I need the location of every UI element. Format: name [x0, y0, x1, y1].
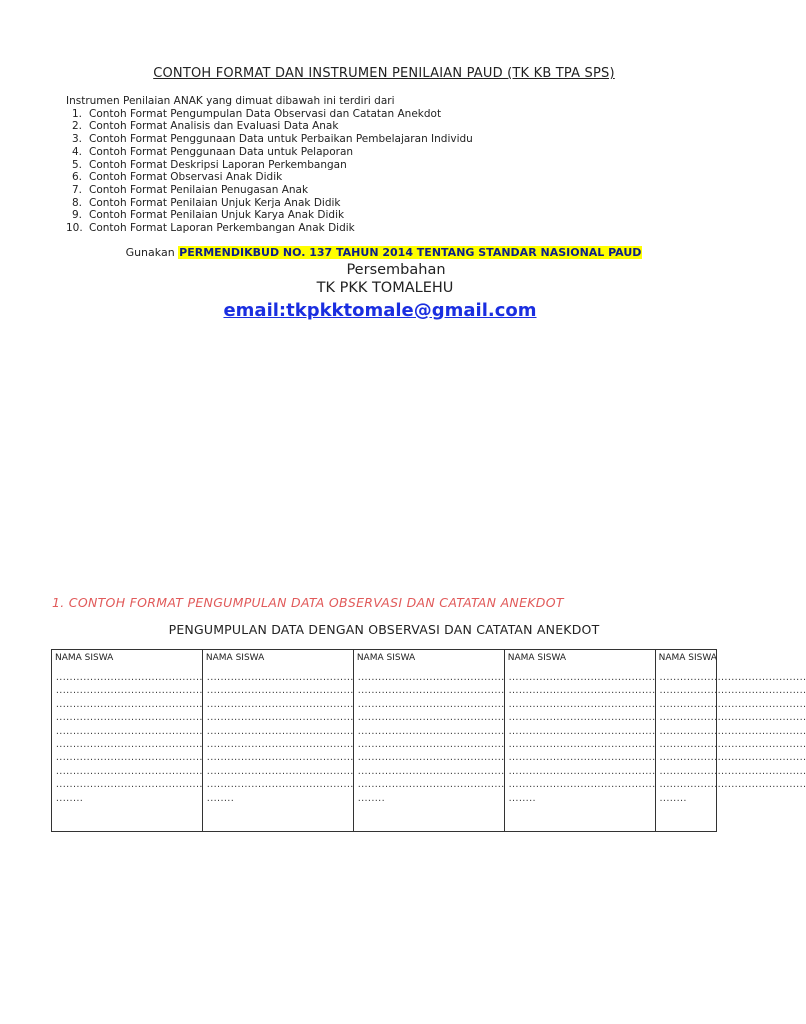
- entry-line[interactable]: ...........................................: [658, 713, 806, 723]
- list-item: [66, 171, 473, 184]
- entry-line[interactable]: ........: [55, 793, 83, 803]
- list-item-number: 9.: [71, 209, 82, 222]
- entry-line[interactable]: ...........................................: [205, 766, 353, 776]
- entry-line[interactable]: ...........................................: [356, 713, 504, 723]
- entry-line[interactable]: ...........................................: [658, 780, 806, 790]
- entry-line[interactable]: ...........................................: [356, 726, 504, 736]
- list-item: [66, 146, 473, 159]
- entry-line[interactable]: ...........................................: [356, 780, 504, 790]
- entry-line[interactable]: ...........................................: [55, 753, 202, 763]
- list-item-number: 8.: [71, 196, 82, 209]
- observation-table: [51, 649, 806, 832]
- column-header-nama-siswa: NAMA SISWA: [205, 653, 265, 663]
- list-item-number: 7.: [71, 183, 82, 196]
- column-header-nama-siswa: NAMA SISWA: [55, 653, 114, 663]
- entry-line[interactable]: ...........................................: [507, 713, 655, 723]
- table-column: [656, 650, 806, 831]
- table-column: [52, 650, 203, 831]
- entry-line[interactable]: ...........................................: [55, 739, 202, 749]
- email-link[interactable]: email:tkpkktomale@gmail.com: [223, 300, 537, 321]
- list-item: [66, 222, 473, 235]
- list-item-text: Contoh Format Penggunaan Data untuk Pelaporan: [89, 145, 354, 158]
- list-item-text: Contoh Format Penilaian Penugasan Anak: [89, 183, 309, 196]
- page-title: CONTOH FORMAT DAN INSTRUMEN PENILAIAN PAUD (TK KB TPA SPS): [153, 66, 615, 81]
- list-item-number: 10.: [66, 222, 83, 235]
- list-item-number: 6.: [71, 171, 82, 184]
- entry-line[interactable]: ...........................................: [55, 766, 202, 776]
- list-item-number: 2.: [71, 120, 82, 133]
- entry-line[interactable]: ...........................................: [658, 766, 806, 776]
- entry-line[interactable]: ...........................................: [658, 686, 806, 696]
- column-header-nama-siswa: NAMA SISWA: [658, 653, 717, 663]
- list-item-text: Contoh Format Penilaian Unjuk Kerja Anak Didik: [89, 196, 341, 209]
- entry-line[interactable]: ...........................................: [55, 713, 202, 723]
- table-column: [203, 650, 354, 831]
- entry-line[interactable]: ........: [356, 793, 385, 803]
- list-item: [66, 133, 473, 146]
- entry-line[interactable]: ...........................................: [356, 699, 504, 709]
- column-header-nama-siswa: NAMA SISWA: [356, 653, 416, 663]
- entry-line[interactable]: ...........................................: [658, 753, 806, 763]
- entry-line[interactable]: ........: [507, 793, 536, 803]
- entry-line[interactable]: ...........................................: [507, 739, 655, 749]
- intro-block: [66, 95, 473, 235]
- column-header-nama-siswa: NAMA SISWA: [507, 653, 567, 663]
- list-item: [66, 209, 473, 222]
- list-item-text: Contoh Format Pengumpulan Data Observasi dan Catatan Anekdot: [89, 107, 442, 120]
- entry-line[interactable]: ........: [658, 793, 686, 803]
- usage-line: [0, 246, 768, 259]
- entry-line[interactable]: ...........................................: [356, 766, 504, 776]
- entry-line[interactable]: ...........................................: [205, 753, 353, 763]
- list-item-text: Contoh Format Deskripsi Laporan Perkembangan: [89, 158, 347, 171]
- list-item-text: Contoh Format Observasi Anak Didik: [89, 171, 283, 184]
- list-item-number: 1.: [71, 107, 82, 120]
- entry-line[interactable]: ...........................................: [205, 713, 353, 723]
- regulation-highlight: PERMENDIKBUD NO. 137 TAHUN 2014 TENTANG STANDAR NASIONAL PAUD: [179, 246, 642, 259]
- entry-line[interactable]: ...........................................: [507, 673, 655, 682]
- section-heading: 1. CONTOH FORMAT PENGUMPULAN DATA OBSERVASI DAN CATATAN ANEKDOT: [52, 595, 564, 610]
- entry-line[interactable]: ...........................................: [658, 726, 806, 736]
- list-item-text: Contoh Format Laporan Perkembangan Anak Didik: [89, 222, 355, 235]
- table-title: PENGUMPULAN DATA DENGAN OBSERVASI DAN CATATAN ANEKDOT: [168, 622, 600, 637]
- intro-lead: Instrumen Penilaian ANAK yang dimuat dibawah ini terdiri dari: [66, 95, 395, 107]
- entry-line[interactable]: ...........................................: [205, 739, 353, 749]
- entry-line[interactable]: ...........................................: [507, 699, 655, 709]
- entry-line[interactable]: ...........................................: [507, 753, 655, 763]
- entry-line[interactable]: ...........................................: [205, 699, 353, 709]
- entry-line[interactable]: ...........................................: [55, 780, 202, 790]
- list-item-number: 4.: [71, 145, 82, 158]
- entry-line[interactable]: ...........................................: [658, 739, 806, 749]
- entry-line[interactable]: ...........................................: [658, 673, 806, 682]
- entry-line[interactable]: ...........................................: [658, 699, 806, 709]
- list-item-number: 5.: [71, 158, 82, 171]
- list-item-text: Contoh Format Penggunaan Data untuk Perbaikan Pembelajaran Individu: [89, 133, 473, 146]
- entry-line[interactable]: ...........................................: [205, 726, 353, 736]
- list-item: [66, 197, 473, 210]
- list-item: [66, 120, 473, 133]
- entry-line[interactable]: ...........................................: [507, 726, 655, 736]
- list-item-text: Contoh Format Analisis dan Evaluasi Data Anak: [89, 120, 339, 133]
- table-column: [505, 650, 656, 831]
- entry-line[interactable]: ...........................................: [205, 780, 353, 790]
- list-item: [66, 159, 473, 172]
- entry-line[interactable]: ...........................................: [55, 673, 202, 682]
- entry-line[interactable]: ...........................................: [507, 766, 655, 776]
- entry-line[interactable]: ...........................................: [507, 780, 655, 790]
- entry-line[interactable]: ...........................................: [205, 686, 353, 696]
- credit-line-2: TK PKK TOMALEHU: [316, 280, 454, 296]
- entry-line[interactable]: ...........................................: [205, 673, 353, 682]
- entry-line[interactable]: ...........................................: [55, 726, 202, 736]
- table-column: [354, 650, 505, 831]
- list-item-number: 3.: [71, 133, 82, 146]
- instrument-list: [66, 108, 473, 235]
- entry-line[interactable]: ...........................................: [507, 686, 655, 696]
- entry-line[interactable]: ...........................................: [356, 739, 504, 749]
- list-item-text: Contoh Format Penilaian Unjuk Karya Anak Didik: [89, 209, 345, 222]
- entry-line[interactable]: ...........................................: [356, 753, 504, 763]
- list-item: [66, 108, 473, 121]
- entry-line[interactable]: ...........................................: [356, 686, 504, 696]
- list-item: [66, 184, 473, 197]
- entry-line[interactable]: ...........................................: [356, 673, 504, 682]
- entry-line[interactable]: ........: [205, 793, 234, 803]
- entry-line[interactable]: ...........................................: [55, 686, 202, 696]
- entry-line[interactable]: ...........................................: [55, 699, 202, 709]
- credit-line-1: Persembahan: [346, 262, 446, 278]
- usage-prefix: Gunakan: [125, 246, 175, 259]
